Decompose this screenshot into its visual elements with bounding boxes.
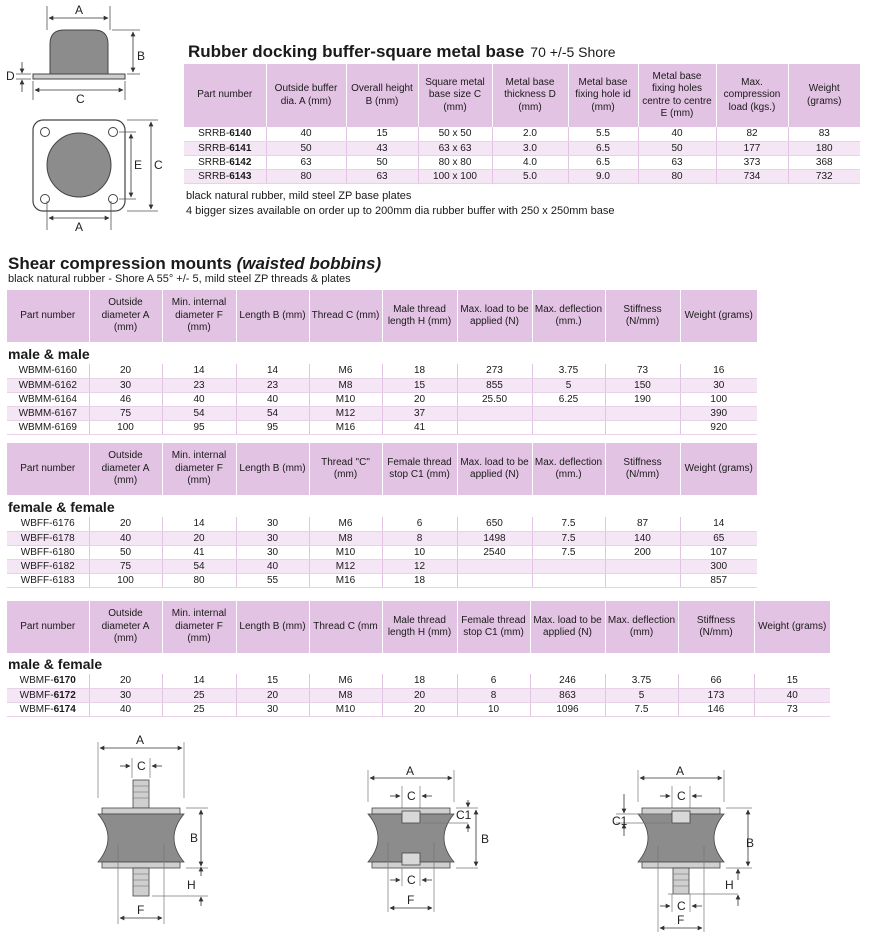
column-header: Stiffness (N/mm) xyxy=(605,443,680,495)
table-cell: 20 xyxy=(236,688,309,702)
table-cell xyxy=(532,559,605,573)
docking-note-2: 4 bigger sizes available on order up to 200mm dia rubber buffer with 250 x 250mm base xyxy=(186,205,615,217)
table-cell: 8 xyxy=(457,688,530,702)
table-row xyxy=(7,545,757,559)
table-cell: 100 xyxy=(89,573,162,587)
female-female-table xyxy=(7,443,757,495)
table-cell: M8 xyxy=(309,531,382,545)
table-row xyxy=(7,674,830,688)
bobbin-male-male-diagram xyxy=(80,728,230,938)
table-cell: 43 xyxy=(346,141,418,155)
table-cell: 40 xyxy=(638,127,716,141)
part-number-cell xyxy=(184,155,266,169)
table-cell: 5 xyxy=(532,378,605,392)
table-cell: 83 xyxy=(788,127,860,141)
table-cell: M8 xyxy=(309,378,382,392)
table-cell: M12 xyxy=(309,406,382,420)
docking-table xyxy=(184,64,860,184)
table-cell: 6.5 xyxy=(568,155,638,169)
table-cell: 2540 xyxy=(457,545,532,559)
table-cell: 3.75 xyxy=(605,674,678,688)
table-cell: M6 xyxy=(309,364,382,378)
group-label-male-male: male & male xyxy=(8,346,90,362)
shear-title-italic: (waisted bobbins) xyxy=(236,254,382,273)
bobbin3-label-h: H xyxy=(725,878,734,892)
table-cell: 5.0 xyxy=(492,169,568,183)
dim-label-e: E xyxy=(134,158,143,172)
table-cell: 140 xyxy=(605,531,680,545)
table-cell: M8 xyxy=(309,688,382,702)
table-cell: 73 xyxy=(754,702,830,716)
part-number-cell xyxy=(184,127,266,141)
table-cell: 54 xyxy=(162,559,236,573)
table-cell: 30 xyxy=(236,531,309,545)
table-row xyxy=(7,378,757,392)
part-prefix: SRRB- xyxy=(198,156,230,168)
table-row xyxy=(7,406,757,420)
bobbin2-label-c: C xyxy=(407,789,416,803)
part-prefix: SRRB- xyxy=(198,170,230,182)
column-header: Length B (mm) xyxy=(236,601,309,653)
table-cell: 10 xyxy=(382,545,457,559)
table-cell: 80 x 80 xyxy=(418,155,492,169)
table-cell: 100 xyxy=(680,392,757,406)
table-cell: 50 xyxy=(638,141,716,155)
table-cell: 30 xyxy=(236,545,309,559)
table-cell xyxy=(532,573,605,587)
table-cell: 66 xyxy=(678,674,754,688)
table-cell xyxy=(605,573,680,587)
table-cell: 390 xyxy=(680,406,757,420)
bobbin2-label-f: F xyxy=(407,893,415,907)
part-num: 6172 xyxy=(53,689,76,701)
docking-note-1: black natural rubber, mild steel ZP base plates xyxy=(186,190,412,202)
table-row xyxy=(184,169,860,183)
table-cell: 50 xyxy=(89,545,162,559)
table-cell: 650 xyxy=(457,517,532,531)
table-cell: 40 xyxy=(162,392,236,406)
table-cell xyxy=(532,420,605,434)
dim-label-b: B xyxy=(137,49,146,63)
column-header: Min. internal diameter F (mm) xyxy=(162,290,236,342)
table-cell: 863 xyxy=(530,688,605,702)
table-cell: 41 xyxy=(162,545,236,559)
table-cell: M12 xyxy=(309,559,382,573)
dim-label-c: C xyxy=(76,92,85,106)
table-cell: 80 xyxy=(266,169,346,183)
part-num: 6174 xyxy=(53,703,76,715)
table-cell: 80 xyxy=(162,573,236,587)
table-cell: 50 x 50 xyxy=(418,127,492,141)
table-cell xyxy=(457,573,532,587)
part-number-cell xyxy=(184,169,266,183)
table-cell: 25 xyxy=(162,702,236,716)
table-cell: 6.25 xyxy=(532,392,605,406)
part-number-cell: WBFF-6178 xyxy=(7,531,89,545)
table-cell: M10 xyxy=(309,392,382,406)
part-num: 6170 xyxy=(53,675,76,687)
table-cell: 8 xyxy=(382,531,457,545)
column-header: Weight (grams) xyxy=(680,443,757,495)
table-cell: 3.0 xyxy=(492,141,568,155)
table-cell: 150 xyxy=(605,378,680,392)
table-row xyxy=(7,392,757,406)
column-header: Max. compression load (kgs.) xyxy=(716,64,788,127)
table-row xyxy=(7,531,757,545)
table-row xyxy=(7,517,757,531)
part-num: 6140 xyxy=(229,128,252,140)
table-cell: 40 xyxy=(266,127,346,141)
table-row xyxy=(184,155,860,169)
table-cell: 63 x 63 xyxy=(418,141,492,155)
table-cell: 40 xyxy=(236,559,309,573)
table-cell: 75 xyxy=(89,559,162,573)
table-cell: 300 xyxy=(680,559,757,573)
shear-subtitle: black natural rubber - Shore A 55° +/- 5, mild steel ZP threads & plates xyxy=(8,273,351,285)
table-cell: 18 xyxy=(382,573,457,587)
table-row xyxy=(7,420,757,434)
part-number-cell: WBFF-6183 xyxy=(7,573,89,587)
column-header: Max. deflection (mm.) xyxy=(532,290,605,342)
table-cell: 40 xyxy=(754,688,830,702)
table-cell: 6 xyxy=(382,517,457,531)
table-cell xyxy=(457,420,532,434)
column-header: Length B (mm) xyxy=(236,443,309,495)
column-header: Thread C (mm) xyxy=(309,290,382,342)
table-cell: 23 xyxy=(236,378,309,392)
table-cell: 10 xyxy=(457,702,530,716)
dim-label-d: D xyxy=(6,69,15,83)
docking-notes xyxy=(186,189,614,219)
bobbin-male-female-diagram xyxy=(612,756,782,944)
group-label-male-female: male & female xyxy=(8,656,103,672)
table-cell: 73 xyxy=(605,364,680,378)
docking-top-diagram xyxy=(0,110,180,235)
table-cell: 1096 xyxy=(530,702,605,716)
shear-title: Shear compression mounts (waisted bobbins) xyxy=(8,254,382,273)
female-female-rows xyxy=(7,517,757,588)
part-number-cell: WBMM-6169 xyxy=(7,420,89,434)
table-cell: 7.5 xyxy=(605,702,678,716)
dim-label-a: A xyxy=(75,3,84,17)
bobbin-female-female-diagram xyxy=(350,756,510,936)
part-prefix: WBMF- xyxy=(19,703,54,715)
part-number-cell xyxy=(7,674,89,688)
male-female-rows xyxy=(7,674,830,717)
table-cell xyxy=(605,406,680,420)
part-number-cell: WBFF-6176 xyxy=(7,517,89,531)
bobbin1-label-c: C xyxy=(137,759,146,773)
table-cell: 30 xyxy=(680,378,757,392)
part-num: 6143 xyxy=(229,170,252,182)
column-header: Outside diameter A (mm) xyxy=(89,443,162,495)
column-header: Max. load to be applied (N) xyxy=(530,601,605,653)
male-male-table xyxy=(7,290,757,342)
bobbin1-label-a: A xyxy=(136,733,145,747)
table-cell: 20 xyxy=(89,364,162,378)
table-cell: 63 xyxy=(266,155,346,169)
bobbin2-label-c-bottom: C xyxy=(407,873,416,887)
table-cell: 920 xyxy=(680,420,757,434)
table-cell: 20 xyxy=(382,688,457,702)
table-cell: 40 xyxy=(89,702,162,716)
table-cell xyxy=(457,559,532,573)
column-header: Part number xyxy=(184,64,266,127)
table-cell: 30 xyxy=(89,688,162,702)
table-cell: 7.5 xyxy=(532,545,605,559)
table-cell: 95 xyxy=(162,420,236,434)
table-cell: 15 xyxy=(236,674,309,688)
table-cell: 87 xyxy=(605,517,680,531)
part-number-cell: WBMM-6162 xyxy=(7,378,89,392)
part-number-cell: WBMM-6167 xyxy=(7,406,89,420)
column-header: Part number xyxy=(7,290,89,342)
bobbin1-label-f: F xyxy=(137,903,145,917)
bobbin3-label-a: A xyxy=(676,764,685,778)
column-header: Thread "C" (mm) xyxy=(309,443,382,495)
table-cell: 15 xyxy=(754,674,830,688)
part-num: 6142 xyxy=(229,156,252,168)
bobbin3-label-c: C xyxy=(677,789,686,803)
column-header: Min. internal diameter F (mm) xyxy=(162,443,236,495)
table-cell: 12 xyxy=(382,559,457,573)
table-cell: 15 xyxy=(382,378,457,392)
group-label-female-female: female & female xyxy=(8,499,115,515)
table-cell: 18 xyxy=(382,674,457,688)
docking-title: Rubber docking buffer-square metal base 70 +/-5 Shore xyxy=(188,42,616,61)
table-cell: 63 xyxy=(346,169,418,183)
bobbin2-label-a: A xyxy=(406,764,415,778)
table-cell: 107 xyxy=(680,545,757,559)
column-header: Max. deflection (mm) xyxy=(605,601,678,653)
table-cell: 41 xyxy=(382,420,457,434)
table-cell: 177 xyxy=(716,141,788,155)
column-header: Outside diameter A (mm) xyxy=(89,601,162,653)
table-cell: M6 xyxy=(309,517,382,531)
table-cell: 7.5 xyxy=(532,531,605,545)
bobbin3-label-b: B xyxy=(746,836,755,850)
table-cell: 5.5 xyxy=(568,127,638,141)
column-header: Max. deflection (mm.) xyxy=(532,443,605,495)
table-cell: 18 xyxy=(382,364,457,378)
table-cell: 246 xyxy=(530,674,605,688)
table-cell: 23 xyxy=(162,378,236,392)
part-prefix: SRRB- xyxy=(198,128,230,140)
table-cell: 14 xyxy=(236,364,309,378)
table-cell: 14 xyxy=(162,364,236,378)
column-header: Min. internal diameter F (mm) xyxy=(162,601,236,653)
table-row xyxy=(7,364,757,378)
table-cell: 63 xyxy=(638,155,716,169)
part-prefix: SRRB- xyxy=(198,142,230,154)
table-cell: 14 xyxy=(680,517,757,531)
table-cell: 373 xyxy=(716,155,788,169)
column-header: Female thread stop C1 (mm) xyxy=(457,601,530,653)
table-cell xyxy=(457,406,532,420)
part-number-cell: WBMM-6164 xyxy=(7,392,89,406)
column-header: Weight (grams) xyxy=(680,290,757,342)
part-number-cell xyxy=(7,702,89,716)
part-num: 6141 xyxy=(229,142,252,154)
column-header: Metal base fixing holes centre to centre E (mm) xyxy=(638,64,716,127)
table-cell: 20 xyxy=(89,674,162,688)
column-header: Stiffness (N/mm) xyxy=(678,601,754,653)
table-cell xyxy=(605,559,680,573)
table-cell: 273 xyxy=(457,364,532,378)
column-header: Max. load to be applied (N) xyxy=(457,443,532,495)
column-header: Overall height B (mm) xyxy=(346,64,418,127)
column-header: Length B (mm) xyxy=(236,290,309,342)
table-cell: 54 xyxy=(162,406,236,420)
table-cell: 368 xyxy=(788,155,860,169)
table-cell: M16 xyxy=(309,420,382,434)
column-header: Outside diameter A (mm) xyxy=(89,290,162,342)
table-cell: 20 xyxy=(382,392,457,406)
part-number-cell: WBMM-6160 xyxy=(7,364,89,378)
table-cell: 146 xyxy=(678,702,754,716)
bobbin3-label-c-bottom: C xyxy=(677,899,686,913)
bobbin3-label-f: F xyxy=(677,913,685,927)
part-prefix: WBMF- xyxy=(19,675,54,687)
bobbin2-label-c1: C1 xyxy=(456,808,472,822)
table-cell: 75 xyxy=(89,406,162,420)
table-cell: 100 xyxy=(89,420,162,434)
docking-side-diagram xyxy=(0,0,180,110)
dim-label-c2: C xyxy=(154,158,163,172)
table-cell: 50 xyxy=(346,155,418,169)
table-cell: 46 xyxy=(89,392,162,406)
table-cell: 30 xyxy=(236,702,309,716)
table-cell: M10 xyxy=(309,702,382,716)
table-cell: 190 xyxy=(605,392,680,406)
table-cell: 80 xyxy=(638,169,716,183)
docking-shore: 70 +/-5 Shore xyxy=(530,44,616,60)
table-cell: M10 xyxy=(309,545,382,559)
column-header: Weight (grams) xyxy=(788,64,860,127)
table-cell: 15 xyxy=(346,127,418,141)
table-cell: 20 xyxy=(382,702,457,716)
table-cell: 95 xyxy=(236,420,309,434)
table-cell: 6 xyxy=(457,674,530,688)
table-cell: 20 xyxy=(89,517,162,531)
column-header: Stiffness (N/mm) xyxy=(605,290,680,342)
table-cell: 40 xyxy=(236,392,309,406)
table-cell: 5 xyxy=(605,688,678,702)
column-header: Part number xyxy=(7,601,89,653)
bobbin1-label-b: B xyxy=(190,831,199,845)
table-cell: 855 xyxy=(457,378,532,392)
table-cell: 9.0 xyxy=(568,169,638,183)
part-number-cell xyxy=(184,141,266,155)
part-number-cell: WBFF-6182 xyxy=(7,559,89,573)
column-header: Male thread length H (mm) xyxy=(382,290,457,342)
column-header: Male thread length H (mm) xyxy=(382,601,457,653)
table-cell: 54 xyxy=(236,406,309,420)
table-cell: 14 xyxy=(162,674,236,688)
table-cell: 4.0 xyxy=(492,155,568,169)
column-header: Metal base fixing hole id (mm) xyxy=(568,64,638,127)
table-row xyxy=(7,688,830,702)
column-header: Thread C (mm xyxy=(309,601,382,653)
bobbin2-label-b: B xyxy=(481,832,490,846)
table-row xyxy=(7,702,830,716)
part-prefix: WBMF- xyxy=(19,689,54,701)
table-cell: 3.75 xyxy=(532,364,605,378)
table-cell: 30 xyxy=(236,517,309,531)
table-cell: 173 xyxy=(678,688,754,702)
column-header: Max. load to be applied (N) xyxy=(457,290,532,342)
column-header: Metal base thickness D (mm) xyxy=(492,64,568,127)
table-cell: M6 xyxy=(309,674,382,688)
table-cell: 82 xyxy=(716,127,788,141)
table-row xyxy=(184,141,860,155)
table-cell: 1498 xyxy=(457,531,532,545)
column-header: Weight (grams) xyxy=(754,601,830,653)
table-cell: 6.5 xyxy=(568,141,638,155)
table-cell: 65 xyxy=(680,531,757,545)
table-cell: M16 xyxy=(309,573,382,587)
male-male-rows xyxy=(7,364,757,435)
table-cell: 16 xyxy=(680,364,757,378)
table-cell: 2.0 xyxy=(492,127,568,141)
column-header: Square metal base size C (mm) xyxy=(418,64,492,127)
table-row xyxy=(184,127,860,141)
table-row xyxy=(7,573,757,587)
table-cell: 180 xyxy=(788,141,860,155)
table-cell: 734 xyxy=(716,169,788,183)
part-number-cell: WBFF-6180 xyxy=(7,545,89,559)
table-cell xyxy=(605,420,680,434)
column-header: Female thread stop C1 (mm) xyxy=(382,443,457,495)
part-number-cell xyxy=(7,688,89,702)
table-cell: 7.5 xyxy=(532,517,605,531)
table-cell: 30 xyxy=(89,378,162,392)
table-cell: 50 xyxy=(266,141,346,155)
table-cell xyxy=(532,406,605,420)
table-cell: 40 xyxy=(89,531,162,545)
table-cell: 200 xyxy=(605,545,680,559)
table-cell: 55 xyxy=(236,573,309,587)
table-cell: 732 xyxy=(788,169,860,183)
table-cell: 25 xyxy=(162,688,236,702)
column-header: Part number xyxy=(7,443,89,495)
column-header: Outside buffer dia. A (mm) xyxy=(266,64,346,127)
table-cell: 37 xyxy=(382,406,457,420)
table-cell: 14 xyxy=(162,517,236,531)
bobbin1-label-h: H xyxy=(187,878,196,892)
table-cell: 857 xyxy=(680,573,757,587)
bobbin3-label-c1: C1 xyxy=(612,814,628,828)
table-cell: 25.50 xyxy=(457,392,532,406)
male-female-table xyxy=(7,601,830,653)
dim-label-a2: A xyxy=(75,220,84,234)
table-cell: 20 xyxy=(162,531,236,545)
table-cell: 100 x 100 xyxy=(418,169,492,183)
table-row xyxy=(7,559,757,573)
